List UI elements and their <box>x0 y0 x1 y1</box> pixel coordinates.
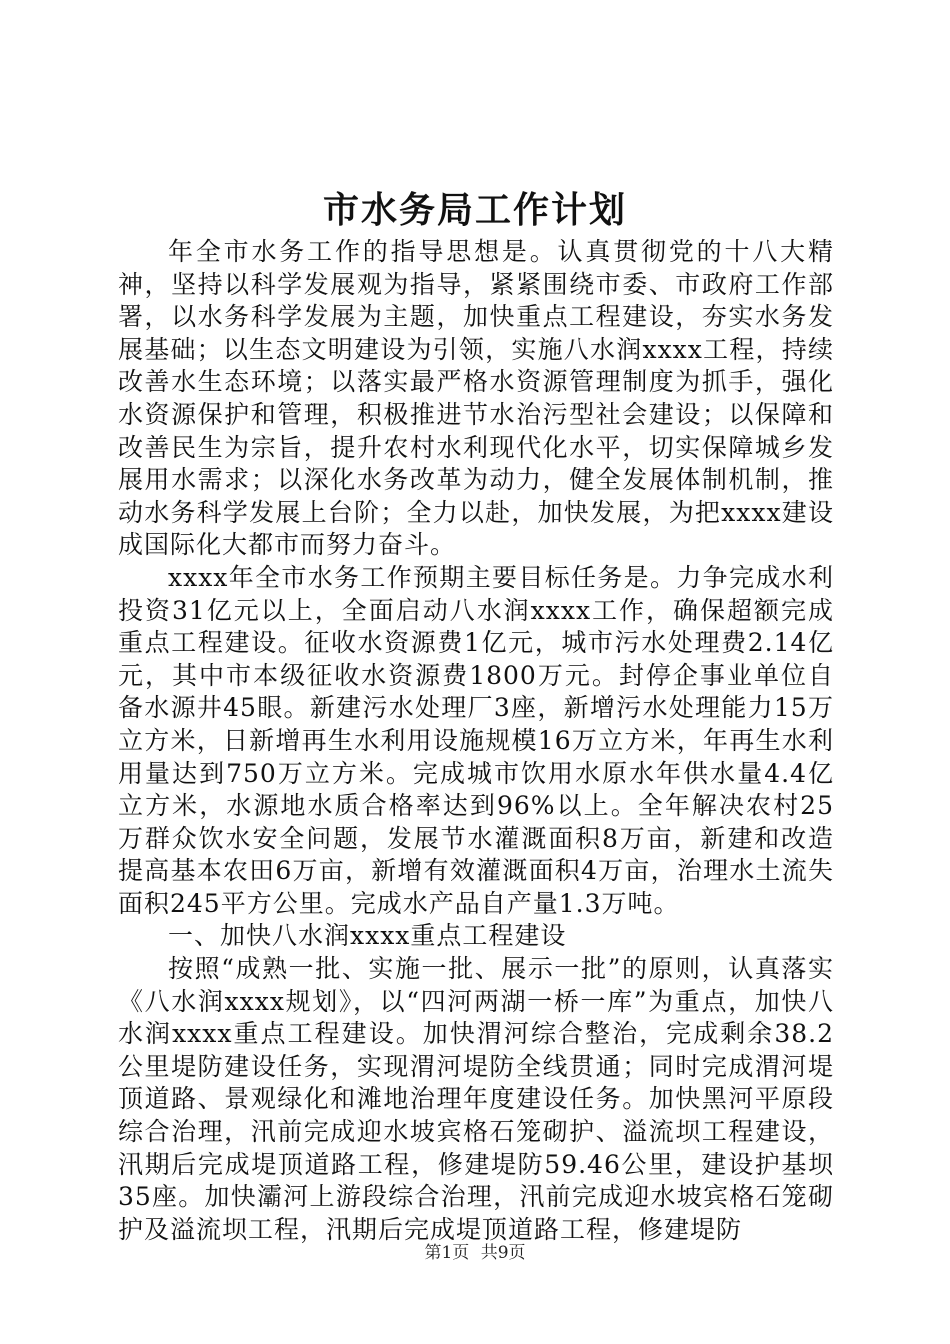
page-number: 第1页 <box>424 1243 470 1263</box>
paragraph-guiding-ideology: 年全市水务工作的指导思想是。认真贯彻党的十八大精神，坚持以科学发展观为指导，紧紧围绕市委、市政府工作部署，以水务科学发展为主题，加快重点工程建设，夯实水务发展基础；以生态文明建设为引领，实施八水润xxxx工程，持续改善水生态环境；以落实最严格水资源管理制度为抓手，强化水资源保护和管理，积极推进节水治污型社会建设；以保障和改善民生为宗旨，提升农村水利现代化水平，切实保障城乡发展用水需求；以深化水务改革为动力，健全发展体制机制，推动水务科学发展上台阶；全力以赴，加快发展，为把xxxx建设成国际化大都市而努力奋斗。 <box>118 237 834 560</box>
document-title: 市水务局工作计划 <box>322 189 627 231</box>
paragraph-section-1-body: 按照“成熟一批、实施一批、展示一批”的原则，认真落实《八水润xxxx规划》，以“四河两湖一桥一库”为重点，加快八水润xxxx重点工程建设。加快渭河综合整治，完成剩余38.2公里堤防建设任务，实现渭河堤防全线贯通；同时完成渭河堤顶道路、景观绿化和滩地治理年度建设任务。加快黑河平原段综合治理，汛前完成迎水坡宾格石笼砌护、溢流坝工程建设，汛期后完成堤顶道路工程，修建堤防59.46公里，建设护基坝35座。加快灞河上游段综合治理，汛前完成迎水坡宾格石笼砌护及溢流坝工程，汛期后完成堤顶道路工程，修建堤防 <box>118 954 834 1244</box>
section-heading-1: 一、加快八水润xxxx重点工程建设 <box>168 921 567 951</box>
page-total: 共9页 <box>480 1243 526 1263</box>
document-body <box>118 236 834 1246</box>
paragraph-annual-targets: xxxx年全市水务工作预期主要目标任务是。力争完成水利投资31亿元以上，全面启动八水润xxxx工作，确保超额完成重点工程建设。征收水资源费1亿元，城市污水处理费2.14亿元，其中市本级征收水资源费1800万元。封停企事业单位自备水源井45眼。新建污水处理厂3座，新增污水处理能力15万立方米，日新增再生水利用设施规模16万立方米，年再生水利用量达到750万立方米。完成城市饮用水原水年供水量4.4亿立方米，水源地水质合格率达到96%以上。全年解决农村25万群众饮水安全问题，发展节水灌溉面积8万亩，新建和改造提高基本农田6万亩，新增有效灌溉面积4万亩，治理水土流失面积245平方公里。完成水产品自产量1.3万吨。 <box>118 562 834 918</box>
page-footer <box>0 1242 950 1264</box>
